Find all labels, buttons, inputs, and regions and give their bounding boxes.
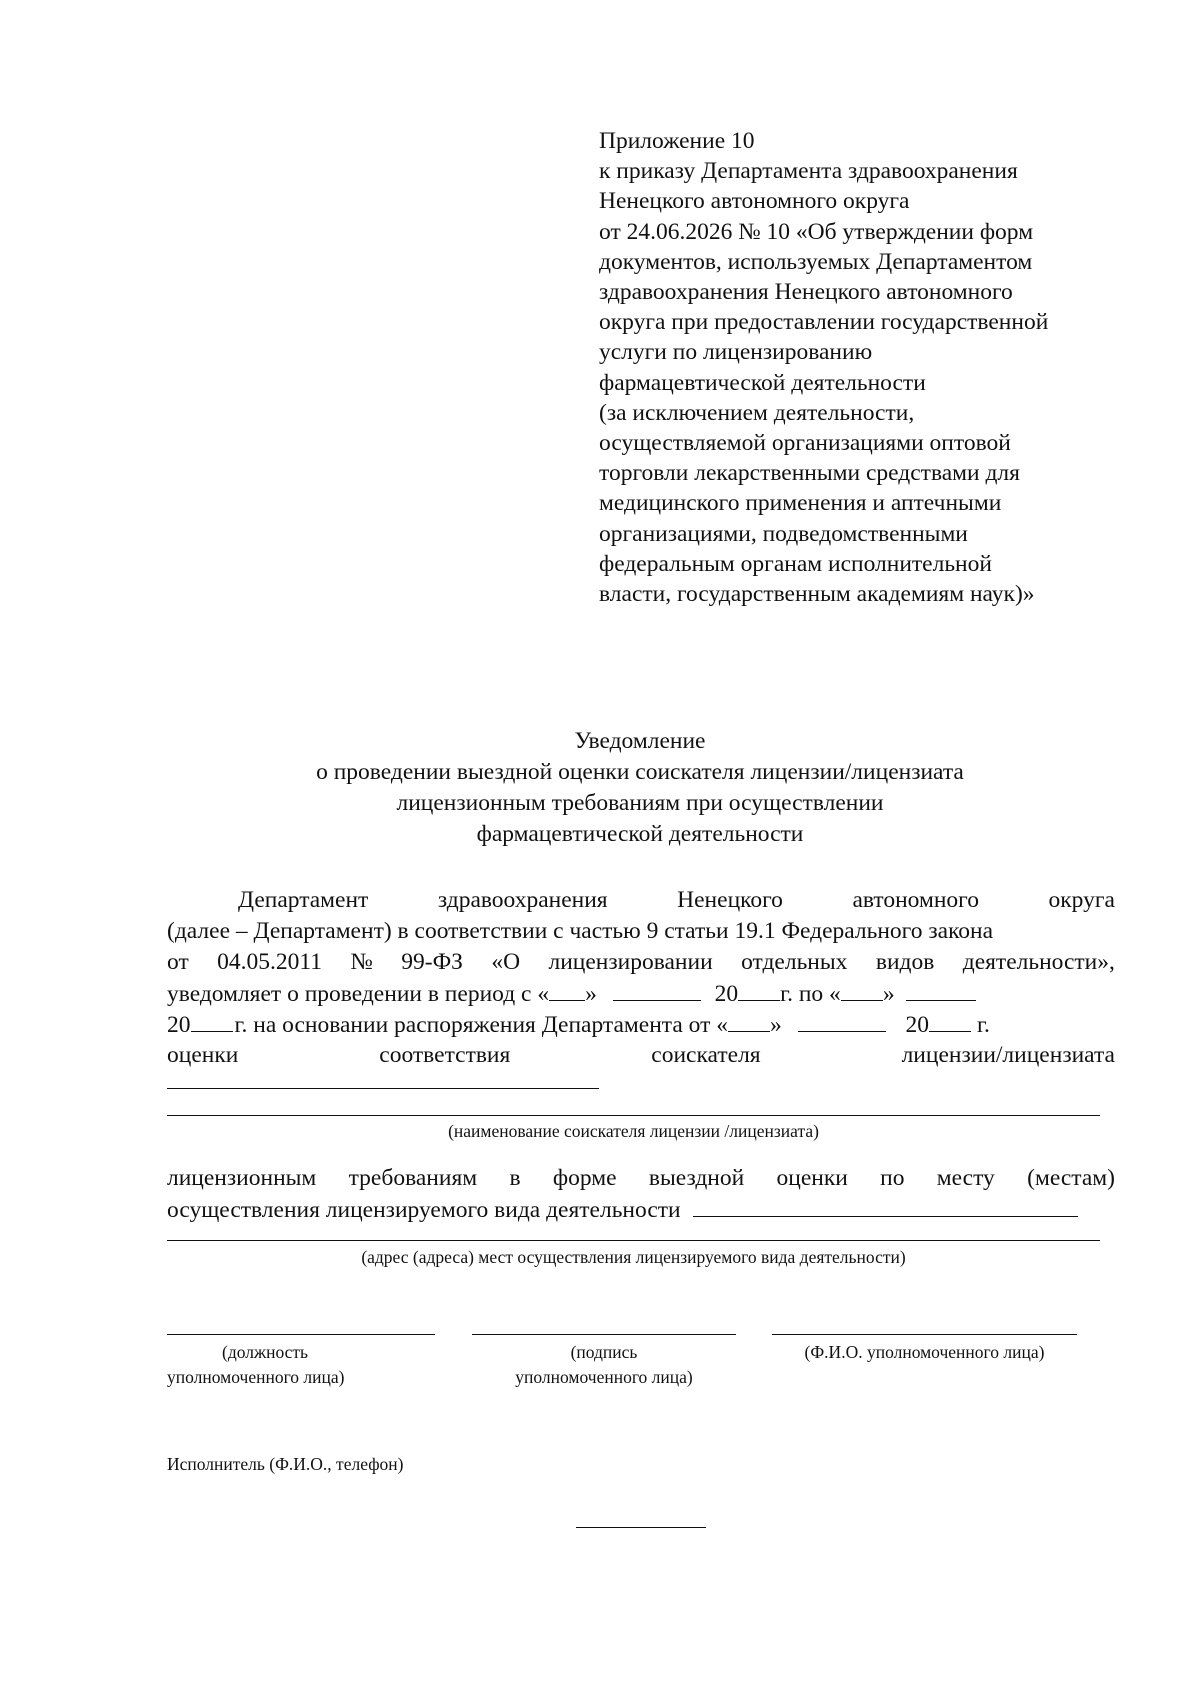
document-title bbox=[150, 726, 1130, 850]
fio-caption bbox=[772, 1340, 1077, 1365]
signature-caption-line: (подпись bbox=[570, 1342, 638, 1362]
title-line: фармацевтической деятельности bbox=[476, 821, 804, 847]
year-prefix: 20 bbox=[905, 1012, 929, 1038]
appendix-line: федеральным органам исполнительной bbox=[599, 550, 992, 577]
word: округа bbox=[1048, 887, 1115, 913]
word: здравоохранения bbox=[437, 887, 608, 913]
paragraph-line bbox=[167, 885, 1115, 916]
paragraph-line bbox=[167, 1163, 1115, 1194]
word: Департамент bbox=[238, 887, 369, 913]
start-day-blank[interactable] bbox=[549, 978, 585, 1001]
notice-paragraph bbox=[167, 885, 1115, 1071]
appendix-line: здравоохранения Ненецкого автономного bbox=[599, 279, 1013, 306]
word: оценки bbox=[776, 1165, 848, 1191]
appendix-line: округа при предоставлении государственной bbox=[599, 309, 1049, 336]
paragraph-line bbox=[167, 1040, 1115, 1071]
word: лицензии/лицензиата bbox=[901, 1042, 1115, 1068]
end-separator bbox=[576, 1527, 706, 1528]
signature-blank[interactable] bbox=[472, 1334, 736, 1335]
word: лицензировании bbox=[548, 949, 713, 975]
word: 04.05.2011 bbox=[217, 949, 323, 975]
word: соответствия bbox=[379, 1042, 511, 1068]
period-to-label: г. по « bbox=[780, 981, 841, 1007]
order-day-blank[interactable] bbox=[728, 1009, 770, 1032]
activity-place-label: осуществления лицензируемого вида деятельности bbox=[167, 1197, 681, 1223]
appendix-line: медицинского применения и аптечными bbox=[599, 490, 1002, 517]
applicant-name-blank[interactable] bbox=[167, 1088, 599, 1089]
appendix-line: Приложение 10 bbox=[599, 128, 755, 154]
position-caption-line: (должность bbox=[222, 1342, 309, 1362]
appendix-line: услуги по лицензированию bbox=[599, 339, 873, 366]
order-line bbox=[167, 1009, 1115, 1040]
word: Ненецкого bbox=[677, 887, 783, 913]
address-caption: (адрес (адреса) мест осуществления лицензируемого вида деятельности) bbox=[361, 1247, 906, 1267]
word: (местам) bbox=[1027, 1165, 1115, 1191]
word: по bbox=[880, 1165, 905, 1191]
appendix-line: власти, государственным академиям наук)» bbox=[599, 581, 1035, 608]
position-blank[interactable] bbox=[167, 1334, 435, 1335]
appendix-line: документов, используемых Департаментом bbox=[599, 248, 1033, 275]
word: требованиям bbox=[348, 1165, 478, 1191]
year-suffix: г. bbox=[976, 1012, 990, 1038]
word: лицензионным bbox=[167, 1165, 317, 1191]
appendix-block bbox=[599, 126, 1119, 609]
word: № bbox=[350, 949, 373, 975]
requirements-paragraph bbox=[167, 1163, 1115, 1225]
word: видов bbox=[875, 949, 935, 975]
start-month-blank[interactable] bbox=[613, 978, 701, 1001]
appendix-line: от 24.06.2026 № 10 «Об утверждении форм bbox=[599, 218, 1034, 245]
word: деятельности», bbox=[962, 949, 1115, 975]
title-line: Уведомление bbox=[574, 728, 706, 754]
quote-close: » bbox=[585, 981, 597, 1007]
order-label: г. на основании распоряжения Департамента от « bbox=[234, 1012, 728, 1038]
appendix-line: осуществляемой организациями оптовой bbox=[599, 430, 1011, 457]
start-year-blank[interactable] bbox=[738, 978, 780, 1001]
position-caption bbox=[167, 1340, 345, 1390]
appendix-line: (за исключением деятельности, bbox=[599, 399, 915, 426]
word: оценки bbox=[167, 1042, 239, 1068]
word: в bbox=[509, 1165, 521, 1191]
fio-blank[interactable] bbox=[772, 1334, 1077, 1335]
year-prefix: 20 bbox=[167, 1012, 191, 1038]
address-blank[interactable] bbox=[167, 1240, 1100, 1241]
paragraph-line: (далее – Департамент) в соответствии с частью 9 статьи 19.1 Федерального закона bbox=[167, 918, 994, 944]
word: выездной bbox=[648, 1165, 745, 1191]
word: автономного bbox=[852, 887, 979, 913]
address-line bbox=[167, 1194, 1115, 1225]
paragraph-line bbox=[167, 947, 1115, 978]
word: месту bbox=[936, 1165, 995, 1191]
title-line: лицензионным требованиям при осуществлении bbox=[396, 790, 884, 816]
quote-close: » bbox=[882, 981, 895, 1007]
appendix-line: фармацевтической деятельности bbox=[599, 369, 926, 396]
period-line bbox=[167, 978, 1115, 1009]
end-day-blank[interactable] bbox=[841, 978, 883, 1001]
word: от bbox=[167, 949, 189, 975]
signature-caption-line: уполномоченного лица) bbox=[515, 1367, 693, 1387]
signature-caption bbox=[472, 1340, 736, 1390]
fio-caption-line: (Ф.И.О. уполномоченного лица) bbox=[804, 1342, 1045, 1362]
quote-close: » bbox=[769, 1012, 782, 1038]
word: «О bbox=[491, 949, 521, 975]
activity-place-blank[interactable] bbox=[693, 1194, 1078, 1217]
applicant-name-blank-2[interactable] bbox=[167, 1115, 1100, 1116]
appendix-line: организациями, подведомственными bbox=[599, 520, 968, 547]
order-year-blank[interactable] bbox=[929, 1009, 971, 1032]
appendix-line: торговли лекарственными средствами для bbox=[599, 460, 1020, 487]
year-prefix: 20 bbox=[714, 981, 739, 1007]
word: 99-ФЗ bbox=[401, 949, 463, 975]
executor-label: Исполнитель (Ф.И.О., телефон) bbox=[167, 1454, 404, 1474]
appendix-line: к приказу Департамента здравоохранения bbox=[599, 158, 1018, 185]
appendix-line: Ненецкого автономного округа bbox=[599, 188, 910, 215]
period-from-label: уведомляет о проведении в период с « bbox=[167, 981, 550, 1007]
title-line: о проведении выездной оценки соискателя лицензии/лицензиата bbox=[316, 759, 964, 785]
applicant-caption: (наименование соискателя лицензии /лицензиата) bbox=[448, 1121, 819, 1141]
order-month-blank[interactable] bbox=[798, 1009, 886, 1032]
position-caption-line: уполномоченного лица) bbox=[167, 1367, 345, 1387]
end-month-blank[interactable] bbox=[906, 978, 976, 1001]
word: форме bbox=[552, 1165, 617, 1191]
word: соискателя bbox=[651, 1042, 761, 1068]
end-year-blank[interactable] bbox=[191, 1009, 233, 1032]
word: отдельных bbox=[741, 949, 848, 975]
